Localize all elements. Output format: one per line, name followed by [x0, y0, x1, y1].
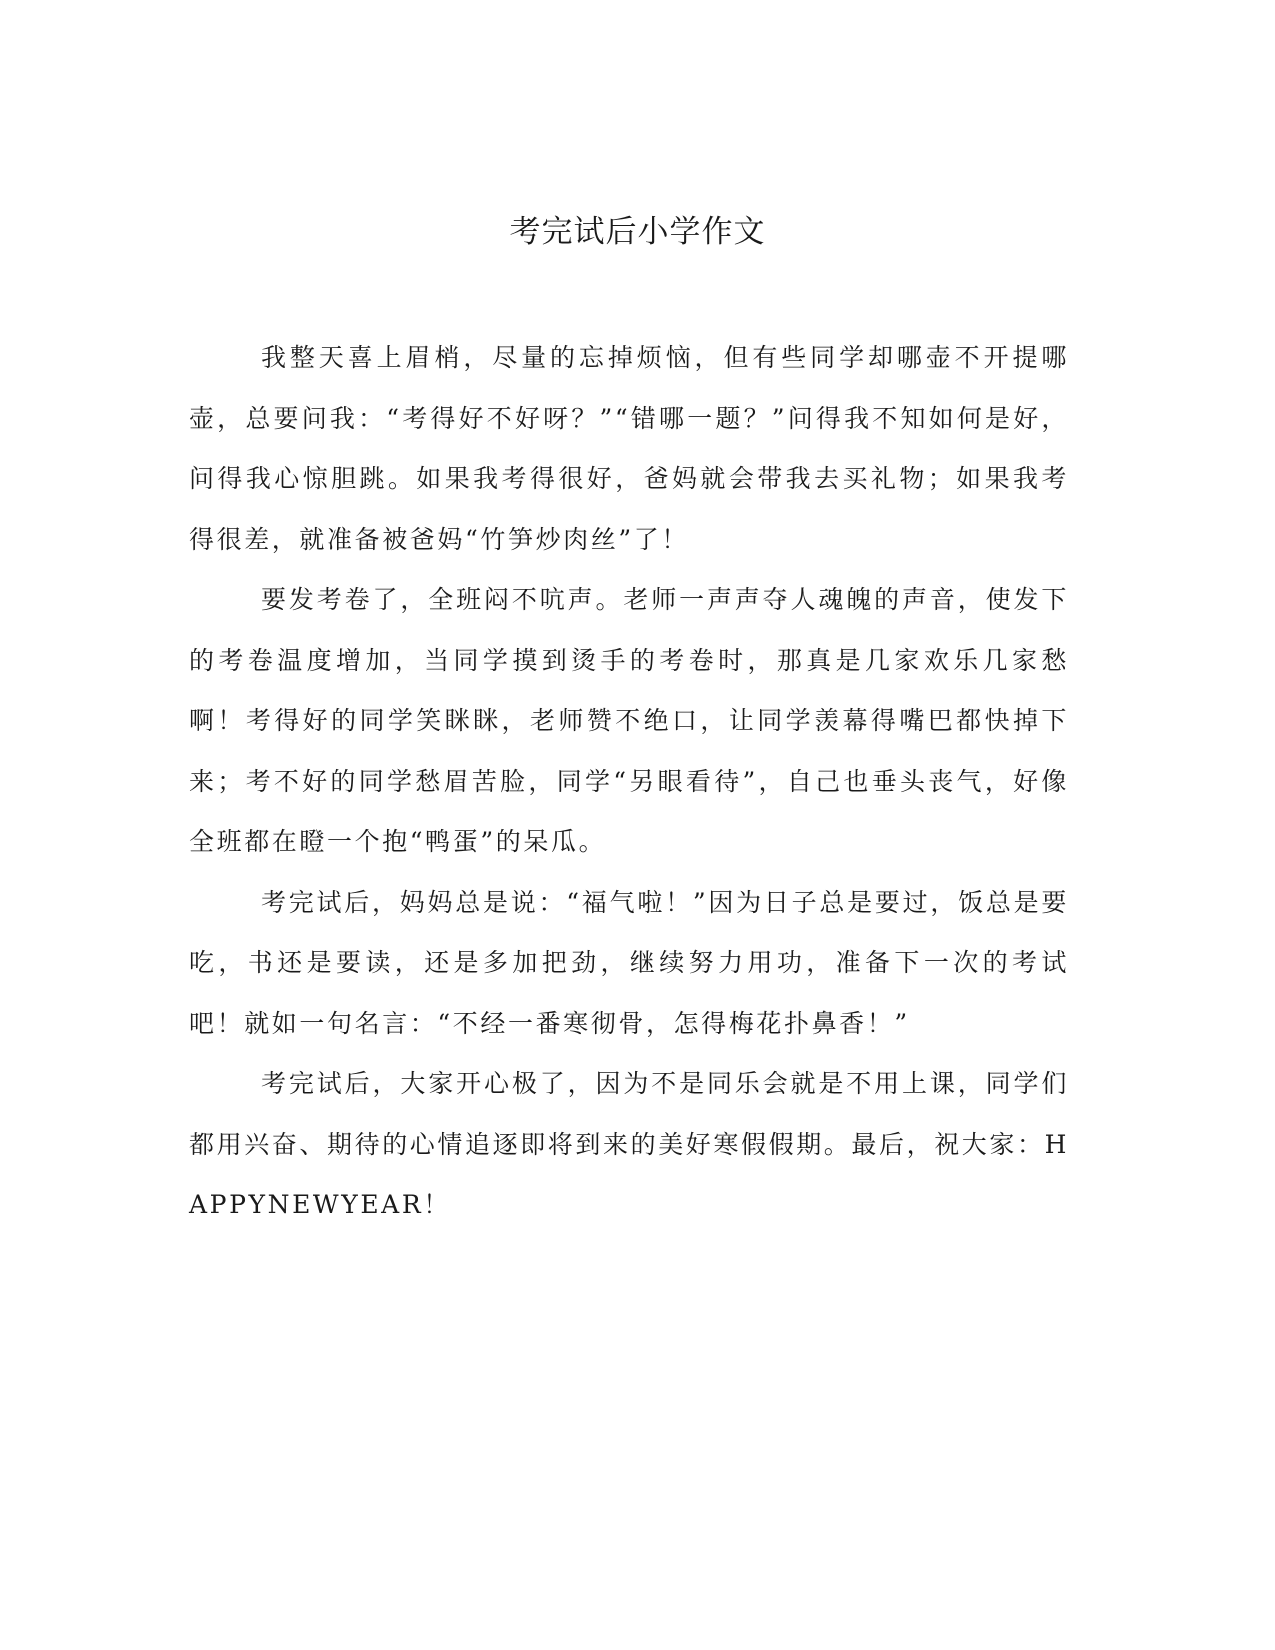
- paragraph-2: 要发考卷了，全班闷不吭声。老师一声声夺人魂魄的声音，使发下的考卷温度增加，当同学摸到烫手的考卷时，那真是几家欢乐几家愁啊！考得好的同学笑眯眯，老师赞不绝口，让同学羡幕得嘴巴都快掉下来；考不好的同学愁眉苦脸，同学“另眼看待”，自己也垂头丧气，好像全班都在瞪一个抱“鸭蛋”的呆瓜。: [189, 585, 1069, 856]
- paragraph-3: 考完试后，妈妈总是说：“福气啦！”因为日子总是要过，饭总是要吃，书还是要读，还是多加把劲，继续努力用功，准备下一次的考试吧！就如一句名言：“不经一番寒彻骨，怎得梅花扑鼻香！”: [189, 887, 1069, 1038]
- paragraph-1: 我整天喜上眉梢，尽量的忘掉烦恼，但有些同学却哪壶不开提哪壶，总要问我：“考得好不好呀？”“错哪一题？”问得我不知如何是好，问得我心惊胆跳。如果我考得很好，爸妈就会带我去买礼物；如果我考得很差，就准备被爸妈“竹笋炒肉丝”了！: [189, 343, 1069, 554]
- document-body: [189, 328, 1069, 1236]
- paragraph-4: 考完试后，大家开心极了，因为不是同乐会就是不用上课，同学们都用兴奋、期待的心情追逐即将到来的美好寒假假期。最后，祝大家：HAPPYNEWYEAR！: [189, 1069, 1070, 1219]
- page-title: 考完试后小学作文: [509, 214, 766, 250]
